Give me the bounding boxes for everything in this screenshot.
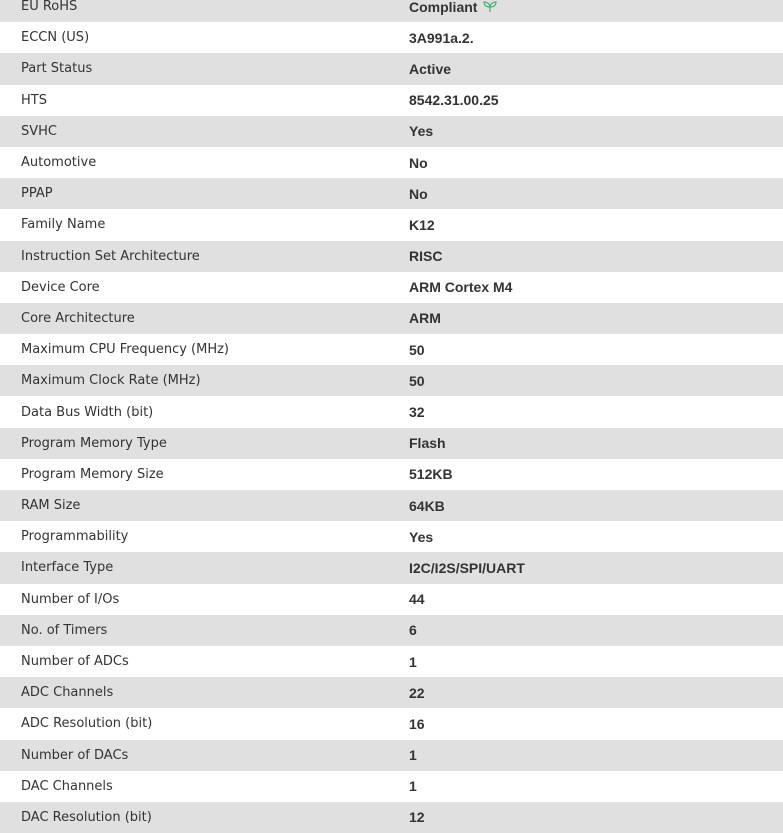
spec-row xyxy=(0,209,783,240)
spec-row xyxy=(0,428,783,459)
spec-value: RISC xyxy=(409,248,443,265)
spec-label: SVHC xyxy=(21,123,57,139)
spec-value: 6 xyxy=(409,622,417,639)
spec-row xyxy=(0,802,783,833)
spec-value: 1 xyxy=(409,747,417,764)
spec-value: 1 xyxy=(409,778,417,795)
spec-row xyxy=(0,303,783,334)
spec-row xyxy=(0,365,783,396)
spec-row xyxy=(0,396,783,427)
spec-label: Part Status xyxy=(21,61,93,77)
spec-label: PPAP xyxy=(21,186,53,202)
spec-value: I2C/I2S/SPI/UART xyxy=(409,559,525,576)
spec-value: 50 xyxy=(409,341,425,358)
spec-value: 22 xyxy=(409,684,425,701)
spec-value: 32 xyxy=(409,404,425,421)
spec-label: Interface Type xyxy=(21,560,114,576)
spec-value: Yes xyxy=(409,123,434,140)
spec-value: No xyxy=(409,154,428,171)
spec-value: ARM xyxy=(409,310,441,327)
spec-row xyxy=(0,272,783,303)
spec-row xyxy=(0,85,783,116)
spec-row xyxy=(0,241,783,272)
spec-label: ADC Resolution (bit) xyxy=(21,716,153,732)
spec-label: Family Name xyxy=(21,217,106,233)
spec-label: Program Memory Type xyxy=(21,435,167,451)
spec-row xyxy=(0,584,783,615)
spec-label: Instruction Set Architecture xyxy=(21,248,200,264)
spec-value: 3A991a.2. xyxy=(409,29,474,46)
leaf-icon xyxy=(483,1,497,13)
spec-row xyxy=(0,521,783,552)
spec-row xyxy=(0,646,783,677)
spec-row xyxy=(0,334,783,365)
spec-label: HTS xyxy=(21,92,47,108)
spec-row xyxy=(0,147,783,178)
spec-label: DAC Resolution (bit) xyxy=(21,809,152,825)
spec-value: No xyxy=(409,185,428,202)
spec-label: Number of ADCs xyxy=(21,654,129,670)
spec-value: K12 xyxy=(409,216,435,233)
spec-value: 16 xyxy=(409,715,425,732)
spec-value: Flash xyxy=(409,435,446,452)
spec-label: Data Bus Width (bit) xyxy=(21,404,154,420)
spec-label: Maximum Clock Rate (MHz) xyxy=(21,373,201,389)
spec-value: 50 xyxy=(409,372,425,389)
spec-row xyxy=(0,740,783,771)
spec-label: Programmability xyxy=(21,529,129,545)
spec-value: Yes xyxy=(409,528,434,545)
spec-row xyxy=(0,53,783,84)
spec-row xyxy=(0,0,783,22)
spec-label: RAM Size xyxy=(21,498,81,514)
spec-row xyxy=(0,22,783,53)
spec-value: Compliant xyxy=(409,0,478,15)
spec-value: Active xyxy=(409,60,452,77)
spec-label: Maximum CPU Frequency (MHz) xyxy=(21,342,229,358)
spec-row xyxy=(0,490,783,521)
spec-value: ARM Cortex M4 xyxy=(409,279,513,296)
spec-value: 12 xyxy=(409,809,425,826)
spec-value: 512KB xyxy=(409,466,453,483)
spec-row xyxy=(0,459,783,490)
spec-row xyxy=(0,677,783,708)
spec-value: 8542.31.00.25 xyxy=(409,92,499,109)
spec-label: Number of DACs xyxy=(21,747,129,763)
spec-label: Automotive xyxy=(21,155,97,171)
spec-row xyxy=(0,615,783,646)
spec-value: 1 xyxy=(409,653,417,670)
spec-row xyxy=(0,178,783,209)
spec-label: Number of I/Os xyxy=(21,591,120,607)
spec-value: 44 xyxy=(409,591,425,608)
spec-label: EU RoHS xyxy=(21,0,78,15)
spec-value: 64KB xyxy=(409,497,445,514)
spec-row xyxy=(0,552,783,583)
spec-value-cell xyxy=(409,0,497,15)
spec-label: No. of Timers xyxy=(21,622,108,638)
spec-row xyxy=(0,116,783,147)
spec-label: ECCN (US) xyxy=(21,30,90,46)
spec-label: Core Architecture xyxy=(21,310,135,326)
spec-row xyxy=(0,771,783,802)
spec-row xyxy=(0,708,783,739)
spec-label: ADC Channels xyxy=(21,685,114,701)
spec-label: DAC Channels xyxy=(21,778,113,794)
spec-label: Program Memory Size xyxy=(21,466,164,482)
spec-label: Device Core xyxy=(21,279,100,295)
